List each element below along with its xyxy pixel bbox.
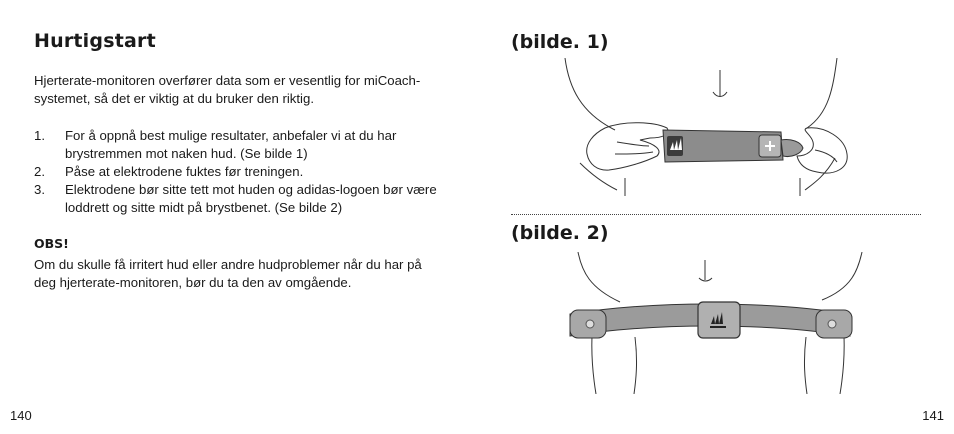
adidas-logo-icon (667, 136, 683, 156)
list-item-number: 2. (34, 164, 45, 179)
page-number-right: 141 (922, 408, 944, 423)
page-number-left: 140 (10, 408, 32, 423)
list-item (34, 163, 464, 181)
note-title: OBS! (34, 236, 69, 251)
page-title: Hurtigstart (34, 30, 156, 52)
figure-2-illustration (560, 252, 870, 394)
list-item-number: 1. (34, 128, 45, 143)
list-item (34, 127, 464, 163)
instruction-list (34, 127, 464, 217)
section-divider (511, 214, 921, 215)
list-item-text: For å oppnå best mulige resultater, anbefaler vi at du har brystremmen mot naken hud. (Se bilde 1) (65, 128, 397, 161)
list-item-text: Påse at elektrodene fuktes før treningen. (65, 164, 304, 179)
list-item-text: Elektrodene bør sitte tett mot huden og adidas-logoen bør være loddrett og sitte midt på brystbenet. (Se bilde 2) (65, 182, 437, 215)
list-item-number: 3. (34, 182, 45, 197)
note-text: Om du skulle få irritert hud eller andre hudproblemer når du har på deg hjerterate-monitoren, bør du ta den av omgående. (34, 257, 422, 290)
figure-1-title: (bilde. 1) (511, 31, 609, 53)
chest-strap-icon (663, 130, 803, 162)
figure-2-title: (bilde. 2) (511, 222, 609, 244)
intro-paragraph: Hjerterate-monitoren overfører data som er vesentlig for miCoach-systemet, så det er viktig at du bruker den riktig. (34, 73, 421, 106)
hand-icon (587, 123, 668, 170)
list-item (34, 181, 464, 217)
chest-strap-icon (570, 302, 852, 338)
figure-1-illustration (545, 58, 875, 198)
